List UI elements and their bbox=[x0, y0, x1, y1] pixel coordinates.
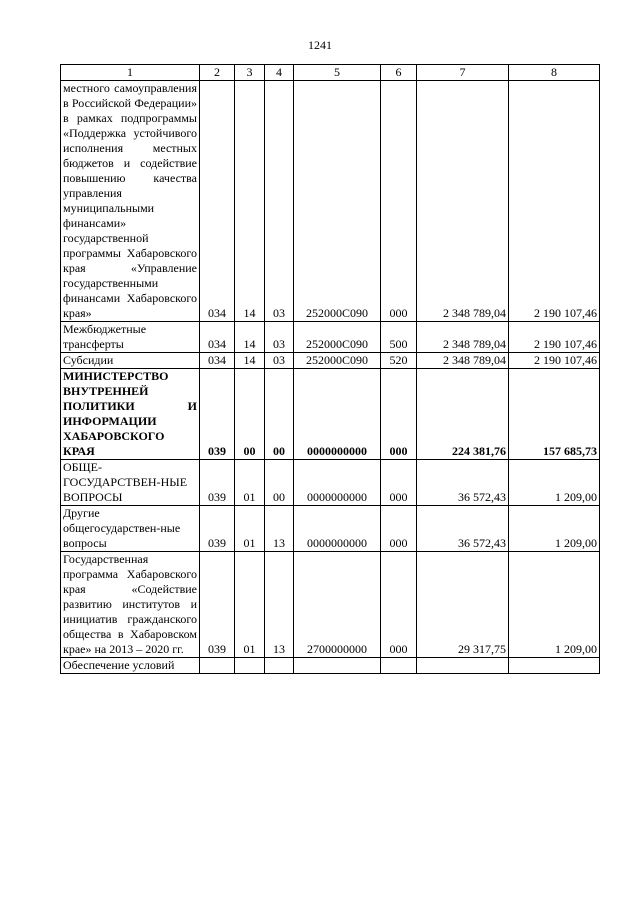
row-name-cell: ОБЩЕ-ГОСУДАРСТВЕН-НЫЕ ВОПРОСЫ bbox=[61, 460, 200, 506]
cell-amount-1: 2 348 789,04 bbox=[417, 322, 509, 353]
cell-subsection: 13 bbox=[265, 506, 294, 552]
cell-amount-1: 29 317,75 bbox=[417, 552, 509, 658]
cell-expense-type: 000 bbox=[381, 460, 417, 506]
cell-amount-2 bbox=[509, 658, 600, 674]
cell-amount-1: 224 381,76 bbox=[417, 369, 509, 460]
row-name-cell: МИНИСТЕРСТВО ВНУТРЕННЕЙ ПОЛИТИКИ И ИНФОРМАЦИИ ХАБАРОВСКОГО КРАЯ bbox=[61, 369, 200, 460]
cell-target-article: 2700000000 bbox=[294, 552, 381, 658]
cell-section: 14 bbox=[235, 81, 265, 322]
cell-amount-1: 2 348 789,04 bbox=[417, 353, 509, 369]
cell-amount-1 bbox=[417, 658, 509, 674]
column-header: 7 bbox=[417, 65, 509, 81]
cell-amount-1: 2 348 789,04 bbox=[417, 81, 509, 322]
column-header: 3 bbox=[235, 65, 265, 81]
table-row bbox=[61, 460, 600, 506]
cell-amount-1: 36 572,43 bbox=[417, 460, 509, 506]
cell-expense-type: 000 bbox=[381, 506, 417, 552]
cell-target-article bbox=[294, 658, 381, 674]
column-number-header-row bbox=[61, 65, 600, 81]
cell-amount-1: 36 572,43 bbox=[417, 506, 509, 552]
cell-amount-2: 2 190 107,46 bbox=[509, 81, 600, 322]
cell-subsection: 00 bbox=[265, 460, 294, 506]
cell-section: 14 bbox=[235, 322, 265, 353]
cell-ministry-code: 034 bbox=[200, 81, 235, 322]
budget-table bbox=[60, 64, 600, 674]
cell-amount-2: 1 209,00 bbox=[509, 506, 600, 552]
cell-amount-2: 1 209,00 bbox=[509, 552, 600, 658]
cell-subsection: 03 bbox=[265, 353, 294, 369]
row-name-cell: Другие общегосударствен-ные вопросы bbox=[61, 506, 200, 552]
cell-ministry-code: 034 bbox=[200, 353, 235, 369]
table-row bbox=[61, 506, 600, 552]
cell-expense-type: 000 bbox=[381, 369, 417, 460]
column-header: 1 bbox=[61, 65, 200, 81]
page-number: 1241 bbox=[308, 38, 332, 52]
cell-expense-type: 000 bbox=[381, 552, 417, 658]
cell-target-article: 252000С090 bbox=[294, 322, 381, 353]
cell-ministry-code bbox=[200, 658, 235, 674]
cell-amount-2: 2 190 107,46 bbox=[509, 322, 600, 353]
table-row-ministry-total bbox=[61, 369, 600, 460]
table-row bbox=[61, 353, 600, 369]
cell-target-article: 0000000000 bbox=[294, 369, 381, 460]
cell-ministry-code: 039 bbox=[200, 506, 235, 552]
cell-target-article: 252000С090 bbox=[294, 81, 381, 322]
cell-subsection: 13 bbox=[265, 552, 294, 658]
cell-ministry-code: 034 bbox=[200, 322, 235, 353]
row-name-cell: Субсидии bbox=[61, 353, 200, 369]
cell-expense-type bbox=[381, 658, 417, 674]
column-header: 4 bbox=[265, 65, 294, 81]
cell-subsection bbox=[265, 658, 294, 674]
row-name-cell: Межбюджетные трансферты bbox=[61, 322, 200, 353]
cell-subsection: 03 bbox=[265, 81, 294, 322]
cell-section: 01 bbox=[235, 552, 265, 658]
cell-expense-type: 000 bbox=[381, 81, 417, 322]
cell-ministry-code: 039 bbox=[200, 552, 235, 658]
row-name-cell: местного самоуправления в Российской Федерации» в рамках подпрограммы «Поддержка устойчивого исполнения местных бюджетов и содействие повышению качества управления муниципальными финансами» государственной программы Хабаровского края «Управление государственными финансами Хабаровского края» bbox=[61, 81, 200, 322]
cell-subsection: 00 bbox=[265, 369, 294, 460]
cell-section: 14 bbox=[235, 353, 265, 369]
cell-target-article: 0000000000 bbox=[294, 506, 381, 552]
table-row bbox=[61, 552, 600, 658]
cell-amount-2: 157 685,73 bbox=[509, 369, 600, 460]
row-name-cell: Государственная программа Хабаровского края «Содействие развитию институтов и инициатив гражданского общества в Хабаровском крае» на 2013 – 2020 гг. bbox=[61, 552, 200, 658]
cell-amount-2: 1 209,00 bbox=[509, 460, 600, 506]
table-row bbox=[61, 658, 600, 674]
cell-expense-type: 500 bbox=[381, 322, 417, 353]
row-name-cell: Обеспечение условий bbox=[61, 658, 200, 674]
column-header: 2 bbox=[200, 65, 235, 81]
table-row bbox=[61, 322, 600, 353]
cell-section: 01 bbox=[235, 460, 265, 506]
cell-section: 00 bbox=[235, 369, 265, 460]
cell-expense-type: 520 bbox=[381, 353, 417, 369]
column-header: 5 bbox=[294, 65, 381, 81]
cell-section bbox=[235, 658, 265, 674]
cell-target-article: 252000С090 bbox=[294, 353, 381, 369]
cell-target-article: 0000000000 bbox=[294, 460, 381, 506]
cell-subsection: 03 bbox=[265, 322, 294, 353]
column-header: 8 bbox=[509, 65, 600, 81]
column-header: 6 bbox=[381, 65, 417, 81]
cell-ministry-code: 039 bbox=[200, 460, 235, 506]
cell-section: 01 bbox=[235, 506, 265, 552]
cell-amount-2: 2 190 107,46 bbox=[509, 353, 600, 369]
table-row bbox=[61, 81, 600, 322]
cell-ministry-code: 039 bbox=[200, 369, 235, 460]
